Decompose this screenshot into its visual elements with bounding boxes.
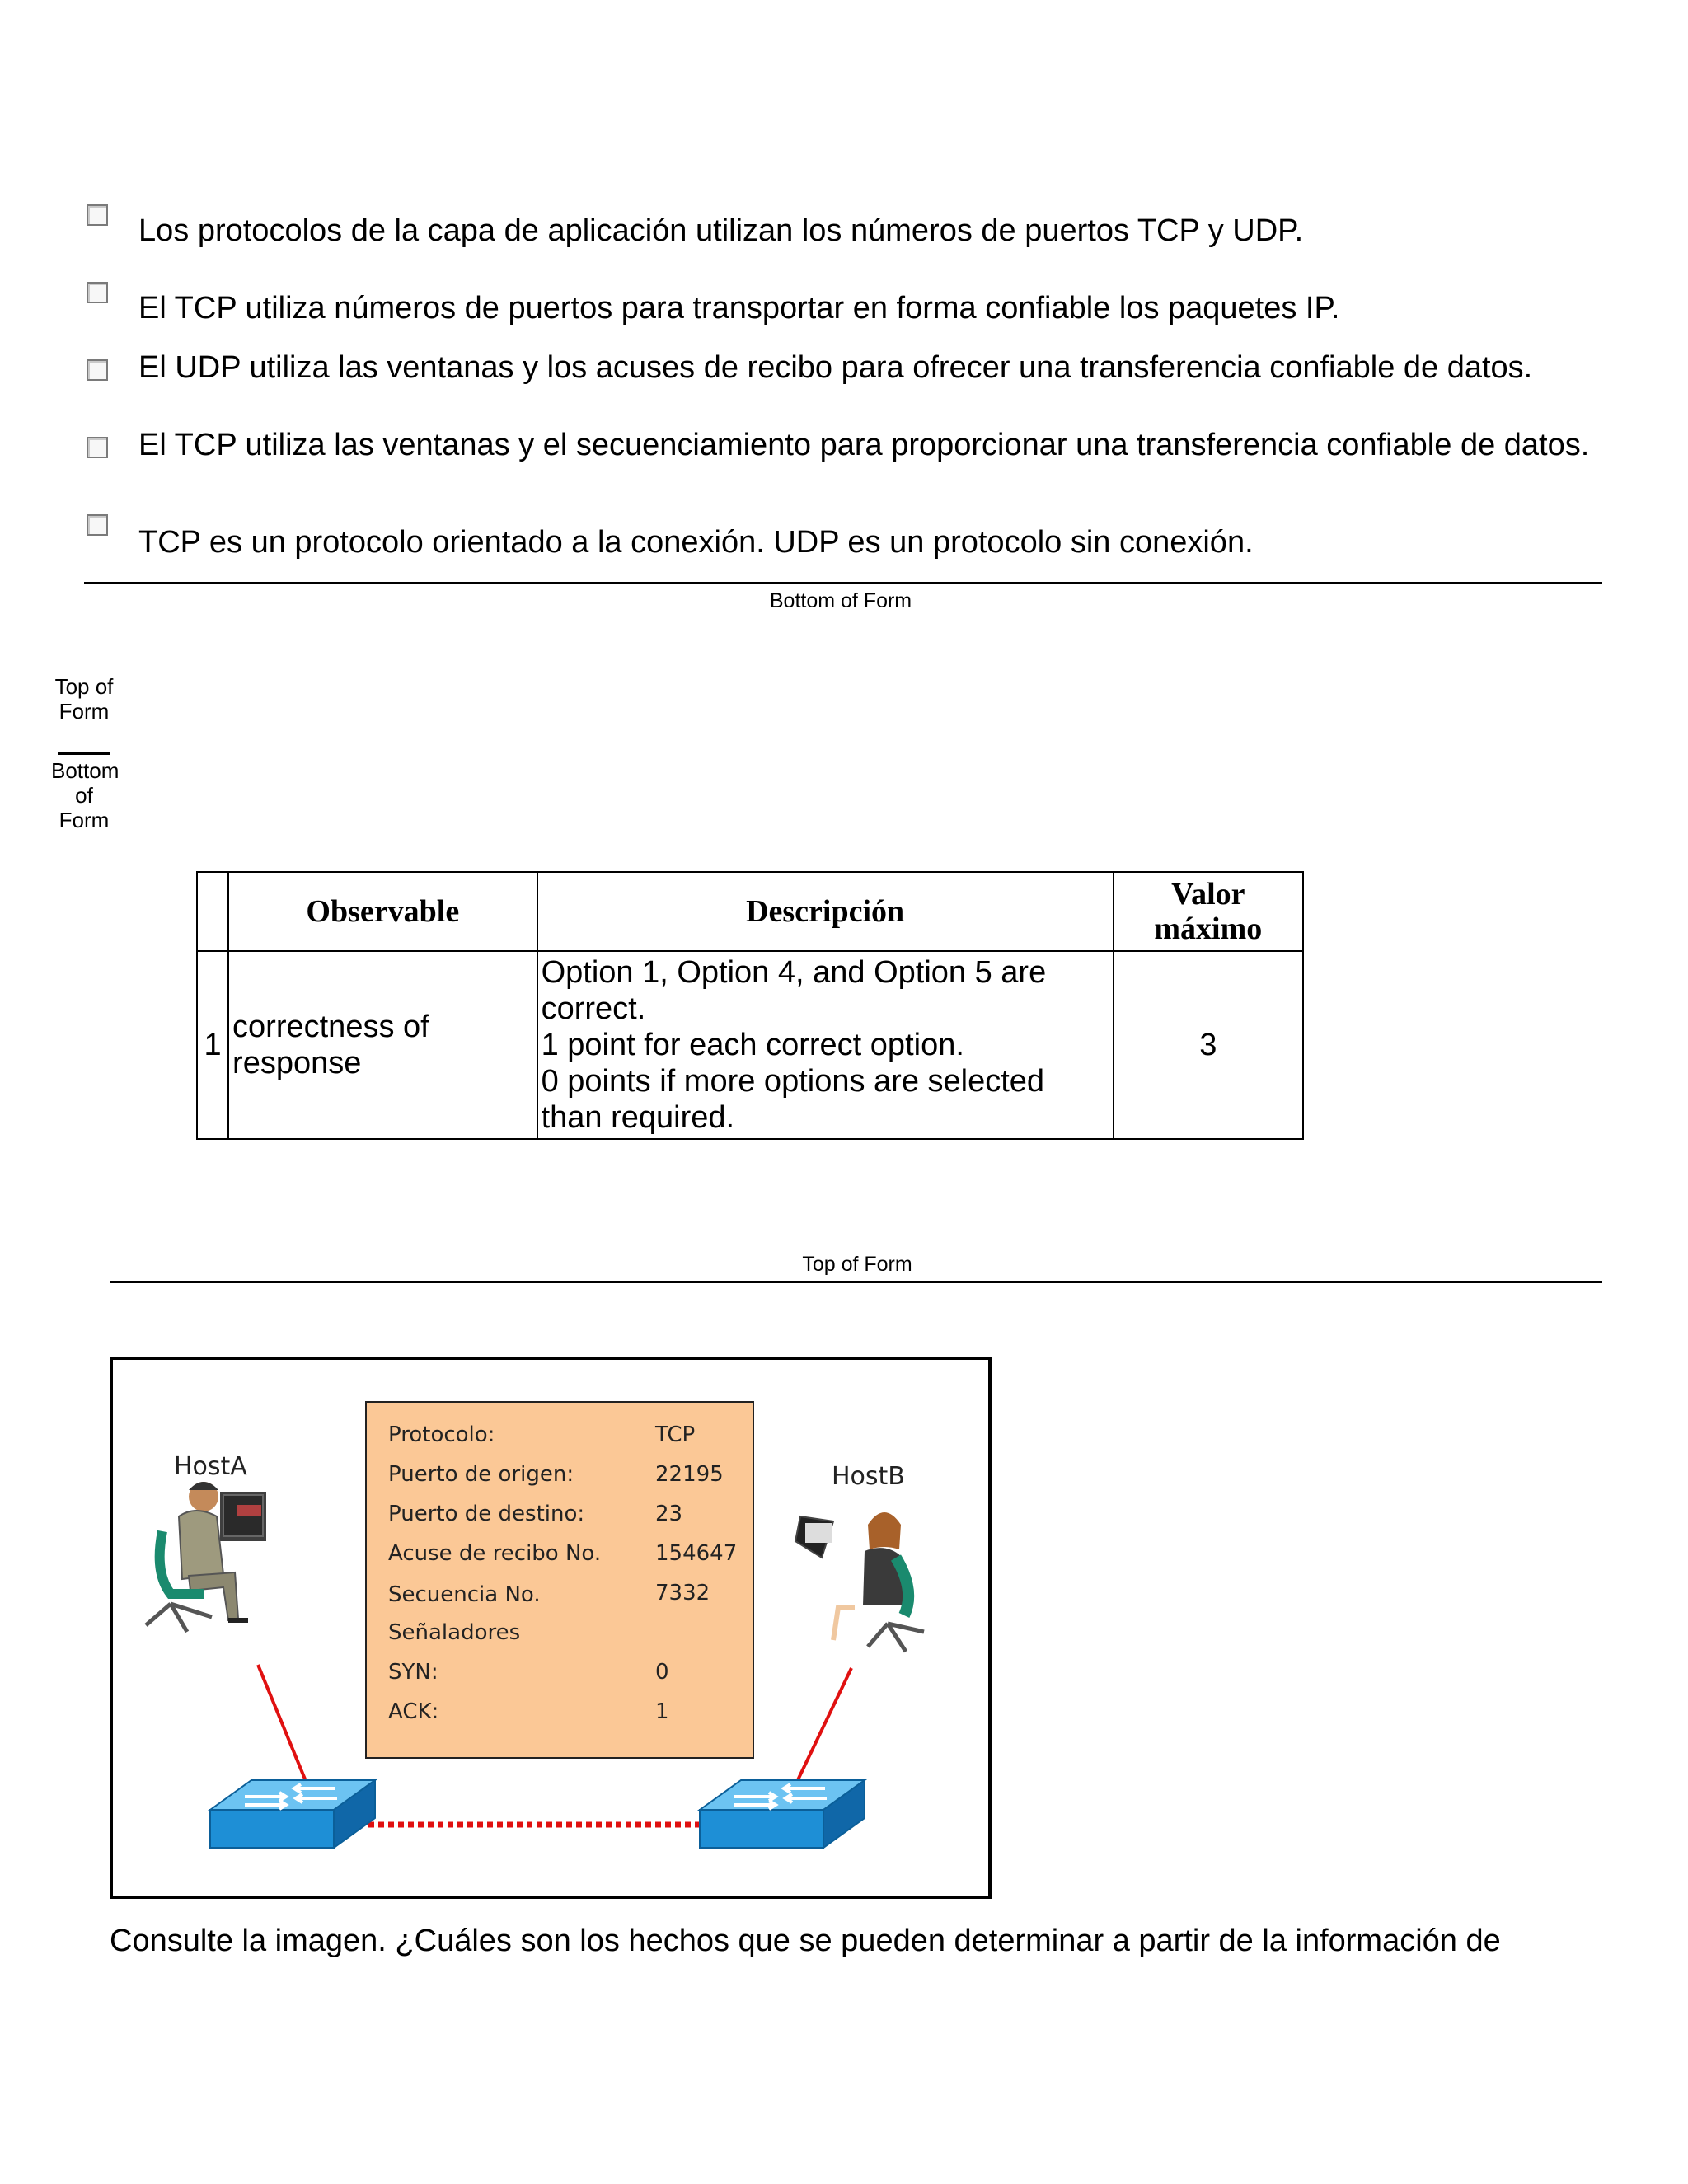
rubric-table — [196, 871, 1304, 1140]
rubric-header-row — [197, 872, 1303, 951]
option-2-label: El TCP utiliza números de puertos para transportar en forma confiable los paquetes IP. — [138, 291, 1340, 326]
option-3-checkbox[interactable] — [87, 359, 108, 381]
field-label: Acuse de recibo No. — [388, 1541, 602, 1566]
field-value: 1 — [655, 1699, 669, 1724]
option-3-label: El UDP utiliza las ventanas y los acuses de recibo para ofrecer una transferencia confiable de datos. — [138, 350, 1533, 385]
field-value: 154647 — [655, 1541, 738, 1566]
form-divider-bottom — [110, 1281, 1602, 1283]
mini-form-divider — [58, 752, 110, 755]
field-label: ACK: — [388, 1699, 439, 1724]
bottom-of-form-label: Bottom of Form — [769, 589, 912, 612]
host-b-link — [795, 1668, 851, 1785]
option-1-checkbox[interactable] — [87, 204, 108, 226]
option-1-label: Los protocolos de la capa de aplicación utilizan los números de puertos TCP y UDP. — [138, 213, 1304, 248]
field-label: SYN: — [388, 1660, 438, 1685]
rubric-header-num — [197, 872, 228, 951]
host-a-link — [258, 1665, 307, 1785]
field-label: Puerto de origen: — [388, 1462, 574, 1487]
field-value: 23 — [655, 1502, 683, 1526]
option-5-label: TCP es un protocolo orientado a la conexión. UDP es un protocolo sin conexión. — [138, 525, 1254, 560]
form-divider-top — [84, 582, 1602, 584]
field-label: Señaladores — [388, 1620, 521, 1645]
rubric-cell-max: 3 — [1114, 951, 1303, 1139]
option-4-checkbox[interactable] — [87, 437, 108, 458]
option-4-label: El TCP utiliza las ventanas y el secuenciamiento para proporcionar una transferencia confiable de datos. — [138, 428, 1590, 462]
option-5-checkbox[interactable] — [87, 514, 108, 536]
mini-top-of-form: Top of Form — [54, 674, 114, 724]
option-2-checkbox[interactable] — [87, 282, 108, 303]
rubric-cell-num: 1 — [197, 951, 228, 1139]
switch-a-icon — [210, 1780, 375, 1848]
field-value: 7332 — [655, 1581, 710, 1605]
rubric-header-max: Valor máximo — [1114, 872, 1303, 951]
rubric-header-description: Descripción — [537, 872, 1114, 951]
network-diagram — [110, 1357, 992, 1899]
field-value: TCP — [655, 1422, 696, 1447]
field-label: Puerto de destino: — [388, 1502, 585, 1526]
mini-bottom-of-form: Bottom of Form — [51, 758, 120, 832]
switch-b-icon — [700, 1780, 865, 1848]
host-a-label: HostA — [174, 1452, 247, 1481]
question-text: Consulte la imagen. ¿Cuáles son los hechos que se pueden determinar a partir de la información de — [110, 1924, 1501, 1958]
rubric-cell-description: Option 1, Option 4, and Option 5 are correct. 1 point for each correct option. 0 points if more options are selected than required. — [537, 951, 1114, 1139]
rubric-cell-observable: correctness of response — [228, 951, 537, 1139]
host-a-person-icon — [146, 1482, 266, 1632]
top-of-form-label: Top of Form — [802, 1253, 912, 1276]
field-label: Secuencia No. — [388, 1582, 541, 1607]
tcp-segment-info-box — [365, 1401, 754, 1759]
host-b-label: HostB — [832, 1462, 905, 1491]
table-row — [197, 951, 1303, 1139]
field-label: Protocolo: — [388, 1422, 495, 1447]
field-value: 22195 — [655, 1462, 724, 1487]
rubric-header-observable: Observable — [228, 872, 537, 951]
host-b-person-icon — [795, 1512, 924, 1652]
field-value: 0 — [655, 1660, 669, 1685]
